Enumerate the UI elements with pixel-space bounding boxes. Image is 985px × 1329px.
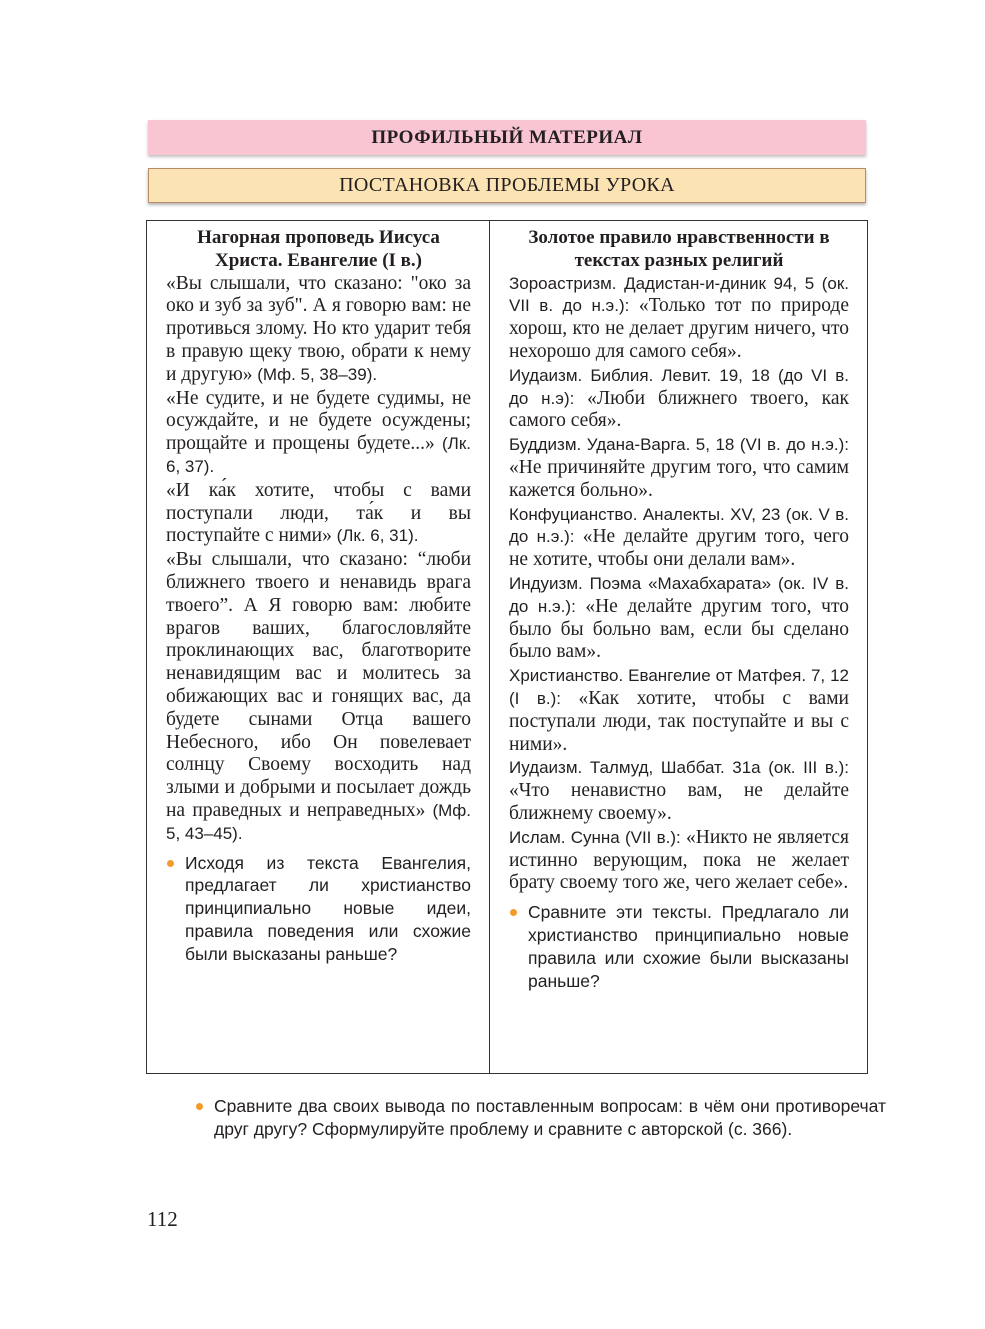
section-banner (148, 120, 866, 155)
golden-rule-question (509, 901, 849, 992)
text-paragraph (166, 273, 471, 387)
source-reference: Христианство. Евангелие от Матфея. 7, 12 (I в.): (509, 666, 849, 708)
quote-text: «Никто не является истинно верующим, пока не желает брату своему того же, чего желает себе». (509, 826, 849, 894)
source-reference: Конфуцианство. Аналекты. XV, 23 (ок. V в. до н.э.): (509, 504, 849, 547)
quote-text: «И ка́к хотите, чтобы с вами поступали люди, та́к и вы поступайте с ними» (166, 479, 471, 547)
bullet-icon (510, 909, 517, 916)
page-number: 112 (147, 1207, 178, 1231)
quote-text: «Люби ближнего твоего, как самого себя». (509, 387, 849, 432)
final-question (195, 1095, 886, 1141)
source-reference: Зороастризм. Дадистан-и-диник 94, 5 (ок. VII в. до н.э.): (509, 273, 849, 316)
text-paragraph (509, 757, 849, 825)
source-reference: Иудаизм. Библия. Левит. 19, 18 (до VI в. до н.э): (509, 365, 849, 408)
source-reference: Индуизм. Поэма «Махабхарата» (ок. IV в. до н.э.): (509, 573, 849, 616)
source-reference: (Мф. 5, 43–45). (166, 800, 471, 843)
source-reference: (Мф. 5, 38–39). (252, 364, 378, 384)
text-paragraph (509, 365, 849, 433)
text-paragraph (166, 388, 471, 479)
source-reference: (Лк. 6, 37). (166, 434, 471, 476)
source-reference: Буддизм. Удана-Варга. 5, 18 (VI в. до н.э.): (509, 435, 849, 455)
text-paragraph (509, 573, 849, 664)
quote-text: «Не судите, и не будете судимы, не осуждайте, и не будете осуждены; прощайте и прощены будете...» (166, 387, 471, 455)
section-title: ПРОФИЛЬНЫЙ МАТЕРИАЛ (371, 126, 643, 148)
golden-rule-question-text: Сравните эти тексты. Предлагало ли христианство принципиально новые правила или схожие были высказаны раньше? (528, 902, 849, 991)
text-paragraph (509, 273, 849, 364)
source-reference: Иудаизм. Талмуд, Шаббат. 31а (ок. III в.): (509, 758, 849, 778)
gospel-column (147, 221, 490, 1073)
quote-text: «Не причиняйте другим того, что самим кажется больно». (509, 456, 849, 501)
gospel-question (166, 852, 471, 966)
bullet-icon (167, 860, 174, 867)
final-question-text: Сравните два своих вывода по поставленным вопросам: в чём они противоречат друг другу? Сформулируйте проблему и сравните с авторской (с. 366). (214, 1096, 886, 1139)
text-paragraph (509, 434, 849, 502)
bullet-icon (196, 1103, 203, 1110)
quote-text: «Вы слышали, что сказано: "око за око и зуб за зуб". А я говорю вам: не противься злому. Но кто ударит тебя в правую щеку твою, обрати к нему и другую» (166, 272, 471, 385)
quote-text: «Не делайте другим того, что было бы больно вам, если бы сделано было вам». (509, 595, 849, 663)
source-reference: Ислам. Сунна (VII в.): (509, 827, 686, 847)
quote-text: «Вы слышали, что сказано: “люби ближнего твоего и ненавидь врага твоего”. А Я говорю вам: любите врагов ваших, благословляйте проклинающих вас, благотворите ненавидящим вас и молитесь за обижающих вас и гонящих вас, да будете сынами Отца вашего Небесного, ибо Он повелевает солнцу Своему восходить над злыми и добрыми и посылает дождь на праведных и неправедных» (166, 549, 471, 821)
text-paragraph (166, 549, 471, 845)
text-paragraph (509, 504, 849, 572)
golden-rule-column-title: Золотое правило нравственности в текстах разных религий (528, 227, 830, 271)
quote-text: «Не делайте другим того, чего не хотите, чтобы они делали вам». (509, 526, 849, 571)
golden-rule-column (490, 221, 867, 1073)
text-paragraph (509, 827, 849, 895)
text-paragraph (166, 480, 471, 548)
gospel-question-text: Исходя из текста Евангелия, предлагает ли христианство принципиально новые идеи, правила поведения или схожие были высказаны раньше? (185, 852, 471, 964)
gospel-column-title: Нагорная проповедь Иисуса Христа. Евангелие (I в.) (197, 227, 440, 271)
quote-text: «Что ненавистно вам, не делайте ближнему своему». (509, 780, 849, 824)
golden-rule-paragraphs (509, 273, 849, 896)
quote-text: «Как хотите, чтобы с вами поступали люди, так поступайте и вы с ними». (509, 687, 849, 755)
text-paragraph (509, 665, 849, 756)
subsection-banner (148, 168, 866, 203)
comparison-table (146, 220, 868, 1074)
gospel-paragraphs (166, 273, 471, 846)
subsection-title: ПОСТАНОВКА ПРОБЛЕМЫ УРОКА (339, 174, 675, 196)
source-reference: (Лк. 6, 31). (331, 526, 419, 546)
quote-text: «Только тот по природе хорош, кто не делает другим ничего, что нехорошо для самого себя». (509, 295, 849, 362)
